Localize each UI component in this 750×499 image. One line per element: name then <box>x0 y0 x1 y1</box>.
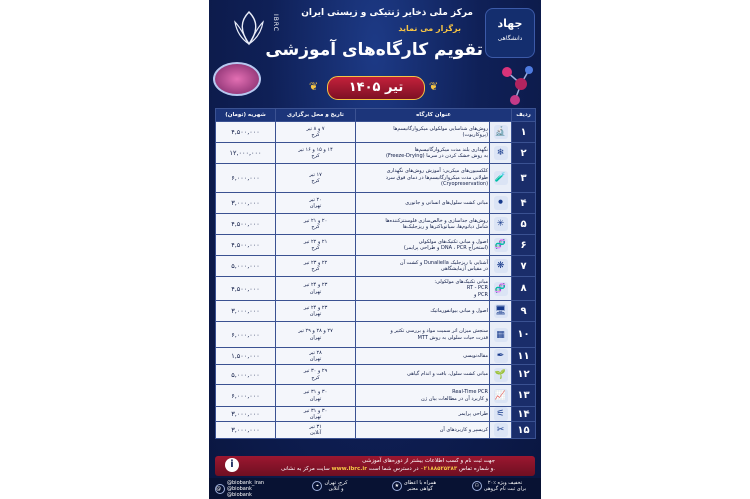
workshop-fee: ۶,۰۰۰,۰۰۰ <box>216 164 276 193</box>
month-badge: تیر ۱۴۰۵ <box>327 76 425 100</box>
row-number: ۱۱ <box>512 348 536 365</box>
workshop-fee: ۵,۰۰۰,۰۰۰ <box>216 365 276 385</box>
workshop-date-place: ۷ و ۸ تیر کرج <box>276 122 356 143</box>
workshop-date-place: ۲۱ و ۲۲ تیر کرج <box>276 235 356 256</box>
jahad-logo <box>485 8 535 58</box>
algae-icon: ❋ <box>494 259 508 273</box>
workshop-icon-cell <box>490 143 512 164</box>
table-row <box>216 407 536 422</box>
workshop-name: مبانی تکنیک‌های مولکولی: RT - PCR PCR و <box>356 277 490 301</box>
workshop-date-place: ۱۴ و ۱۵ و ۱۶ تیر کرج <box>276 143 356 164</box>
header-fee: شهریه (تومان) <box>216 109 276 122</box>
footer-discount <box>461 480 537 492</box>
group-icon: ⚇ <box>472 481 482 491</box>
row-number: ۳ <box>512 164 536 193</box>
workshop-date-place: ۳۰ و ۳۱ تیر تهران <box>276 385 356 407</box>
workshop-name: مبانی کشت سلول، بافت و اندام گیاهی <box>356 365 490 385</box>
workshop-table <box>215 108 536 439</box>
workshop-date-place: ۳۰ و ۳۱ تیر تهران <box>276 407 356 422</box>
workshop-fee: ۳,۰۰۰,۰۰۰ <box>216 407 276 422</box>
workshop-icon-cell <box>490 385 512 407</box>
row-number: ۴ <box>512 193 536 214</box>
registration-info-banner <box>215 456 535 476</box>
row-number: ۱۵ <box>512 422 536 439</box>
row-number: ۱۳ <box>512 385 536 407</box>
laurel-left-icon: ❦ <box>309 80 319 93</box>
workshop-date-place: ۲۹ و ۳۰ تیر کرج <box>276 365 356 385</box>
cells-icon: ⚫ <box>494 196 508 210</box>
table-row <box>216 256 536 277</box>
table-row <box>216 277 536 301</box>
workshop-date-place: ۲۷ و ۲۸ و ۲۹ تیر تهران <box>276 322 356 348</box>
contact-post: در دسترس شما است. <box>368 466 495 472</box>
row-number: ۶ <box>512 235 536 256</box>
molecule-icon <box>497 62 537 106</box>
header-date-place: تاریخ و محل برگزاری <box>276 109 356 122</box>
workshop-name: کلکسیون‌های میکربی: آموزش روش‌های نگهداری طولانی مدت میکروارگانیسم‌ها در دمای فوق سرد (Cryopreservation) <box>356 164 490 193</box>
graph-icon: 📈 <box>494 390 507 401</box>
workshop-icon-cell <box>490 407 512 422</box>
microplate-icon: ▦ <box>494 328 508 342</box>
workshop-name: نگهداری بلند مدت میکروارگانیسم‌ها به روش خشک کردن در سرما (Freeze-Drying) <box>356 143 490 164</box>
ibrc-logo <box>229 8 269 50</box>
footer-location <box>295 480 365 492</box>
row-number: ۵ <box>512 214 536 235</box>
workshop-fee: ۳,۰۰۰,۰۰۰ <box>216 193 276 214</box>
workshop-icon-cell <box>490 277 512 301</box>
header-row-number: ردیف <box>512 109 536 122</box>
workshop-fee: ۶,۰۰۰,۰۰۰ <box>216 322 276 348</box>
contact-mid: و شماره تماس <box>458 466 494 472</box>
workshop-name: سنجش میزان اثر سمیت مواد و بررسی تکثیر و قدرت حیات سلولی به روش MTT <box>356 322 490 348</box>
workshop-name: طراحی پرایمر <box>356 407 490 422</box>
plant-icon: 🌱 <box>494 369 507 380</box>
workshop-poster <box>209 0 541 499</box>
workshop-fee: ۴,۵۰۰,۰۰۰ <box>216 235 276 256</box>
row-number: ۷ <box>512 256 536 277</box>
header-workshop-title: عنوان کارگاه <box>356 109 512 122</box>
row-number: ۱ <box>512 122 536 143</box>
workshop-date-place: ۲۰ و ۲۱ تیر کرج <box>276 214 356 235</box>
workshop-fee: ۶,۰۰۰,۰۰۰ <box>216 385 276 407</box>
website-link[interactable]: www.ibrc.ir <box>331 466 367 472</box>
workshop-date-place: ۱۷ تیر کرج <box>276 164 356 193</box>
poster-footer <box>209 478 541 499</box>
workshop-date-place: ۲۸ تیر تهران <box>276 348 356 365</box>
cryo-tube-icon: 🧪 <box>494 173 507 183</box>
workshop-fee: ۴,۵۰۰,۰۰۰ <box>216 122 276 143</box>
table-header-row <box>216 109 536 122</box>
workshop-fee: ۴,۵۰۰,۰۰۰ <box>216 214 276 235</box>
workshop-icon-cell <box>490 256 512 277</box>
table-row <box>216 385 536 407</box>
workshop-fee: ۱,۵۰۰,۰۰۰ <box>216 348 276 365</box>
row-number: ۱۲ <box>512 365 536 385</box>
laurel-right-icon: ❦ <box>429 80 439 93</box>
row-number: ۸ <box>512 277 536 301</box>
workshop-name: روش‌های جداسازی و خالص‌سازی فلوسنتزکننده‌ها شامل دیاتوم‌ها، سیانوباکترها و ریزجلبک‌ها <box>356 214 490 235</box>
social-icon: @ <box>215 484 225 494</box>
computer-icon: 🖥 <box>494 306 507 316</box>
workshop-icon-cell <box>490 193 512 214</box>
workshop-name: روش‌های شناسایی مولکولی میکروارگانیسم‌ها (پروکاریوت) <box>356 122 490 143</box>
workshop-icon-cell <box>490 122 512 143</box>
certificate-text: همراه با اعطای گواهی معتبر <box>403 480 437 492</box>
workshop-date-place: ۲۰ تیر تهران <box>276 193 356 214</box>
table-row <box>216 422 536 439</box>
row-number: ۱۰ <box>512 322 536 348</box>
row-number: ۲ <box>512 143 536 164</box>
medal-icon: ★ <box>392 481 402 491</box>
registration-line: جهت ثبت نام و کسب اطلاعات بیشتر از دوره‌های آموزشی <box>362 458 495 464</box>
bacteria-icon: ✳ <box>494 217 508 231</box>
workshop-name: مبانی کشت سلول‌های انسانی و جانوری <box>356 193 490 214</box>
phone-number[interactable]: ۰۲۱۸۸۵۲۵۳۸۳ <box>420 466 458 472</box>
table-row <box>216 322 536 348</box>
workshop-icon-cell <box>490 348 512 365</box>
contact-line <box>281 466 495 472</box>
jahad-logo-title: جهاد <box>497 17 523 30</box>
table-row <box>216 164 536 193</box>
workshop-icon-cell <box>490 235 512 256</box>
table-row <box>216 214 536 235</box>
scissors-dna-icon: ✂ <box>494 423 508 437</box>
workshop-icon-cell <box>490 365 512 385</box>
table-row <box>216 122 536 143</box>
table-row <box>216 235 536 256</box>
dna-icon: 🧬 <box>494 283 507 294</box>
footer-social <box>215 480 285 498</box>
discount-text: ۲۰٪ تخفیف ویژه برای ثبت نام گروهی <box>483 480 527 492</box>
workshop-fee: ۴,۵۰۰,۰۰۰ <box>216 277 276 301</box>
workshop-icon-cell <box>490 214 512 235</box>
page-title: تقویم کارگاه‌های آموزشی <box>265 40 483 60</box>
workshop-name: کریسپر و کاربردهای آن <box>356 422 490 439</box>
organization-name: مرکز ملی ذخایر ژنتیکی و زیستی ایران <box>301 8 473 18</box>
workshop-name: مقاله‌نویسی <box>356 348 490 365</box>
workshop-name: اصول و مبانی بیوانفورماتیک <box>356 301 490 322</box>
workshop-date-place: ۲۳ و ۲۴ تیر تهران <box>276 301 356 322</box>
table-row <box>216 143 536 164</box>
workshop-fee: ۵,۰۰۰,۰۰۰ <box>216 256 276 277</box>
host-line: برگزار می نماید <box>398 24 461 33</box>
table-row <box>216 348 536 365</box>
table-row <box>216 193 536 214</box>
workshop-name: Real-Time PCR و کاربرد آن در مطالعات بیان ژن <box>356 385 490 407</box>
poster-header <box>209 0 541 110</box>
primer-icon: ⚟ <box>494 407 508 421</box>
dna-icon: 🧬 <box>494 240 507 250</box>
workshop-date-place: ۲۲ و ۲۳ تیر کرج <box>276 256 356 277</box>
workshop-fee: ۳,۰۰۰,۰۰۰ <box>216 422 276 439</box>
social-handles: @biobank_iran @biobank @biobank <box>227 480 265 498</box>
row-number: ۱۴ <box>512 407 536 422</box>
snowflake-icon: ❄ <box>494 146 508 160</box>
table-row <box>216 301 536 322</box>
workshop-icon-cell <box>490 301 512 322</box>
footer-certificate <box>379 480 449 492</box>
workshop-name: اصول و مبانی تکنیک‌های مولکولی (استخراج DNA ، PCR و طراحی پرایمر) <box>356 235 490 256</box>
info-icon: i <box>225 458 239 472</box>
jahad-logo-sub: دانشگاهی <box>497 35 523 42</box>
workshop-icon-cell <box>490 164 512 193</box>
workshop-icon-cell <box>490 422 512 439</box>
location-pin-icon: ⌖ <box>312 481 322 491</box>
microscope-icon: 🔬 <box>494 127 507 137</box>
workshop-fee: ۱۲,۰۰۰,۰۰۰ <box>216 143 276 164</box>
pen-icon: ✒ <box>494 349 508 363</box>
petri-dish-icon <box>213 62 261 96</box>
contact-pre: سایت مرکز به نشانی <box>280 466 330 472</box>
workshop-name: آشنایی با ریزجلبک Dunaliella و کشت آن در مقیاس آزمایشگاهی <box>356 256 490 277</box>
workshop-fee: ۳,۰۰۰,۰۰۰ <box>216 301 276 322</box>
table-row <box>216 365 536 385</box>
location-text: کرج، تهران و آنلاین <box>324 480 348 492</box>
workshop-date-place: ۲۳ و ۲۴ تیر تهران <box>276 277 356 301</box>
ibrc-label: IBRC <box>272 14 279 32</box>
row-number: ۹ <box>512 301 536 322</box>
workshop-date-place: ۳۱ تیر آنلاین <box>276 422 356 439</box>
workshop-icon-cell <box>490 322 512 348</box>
